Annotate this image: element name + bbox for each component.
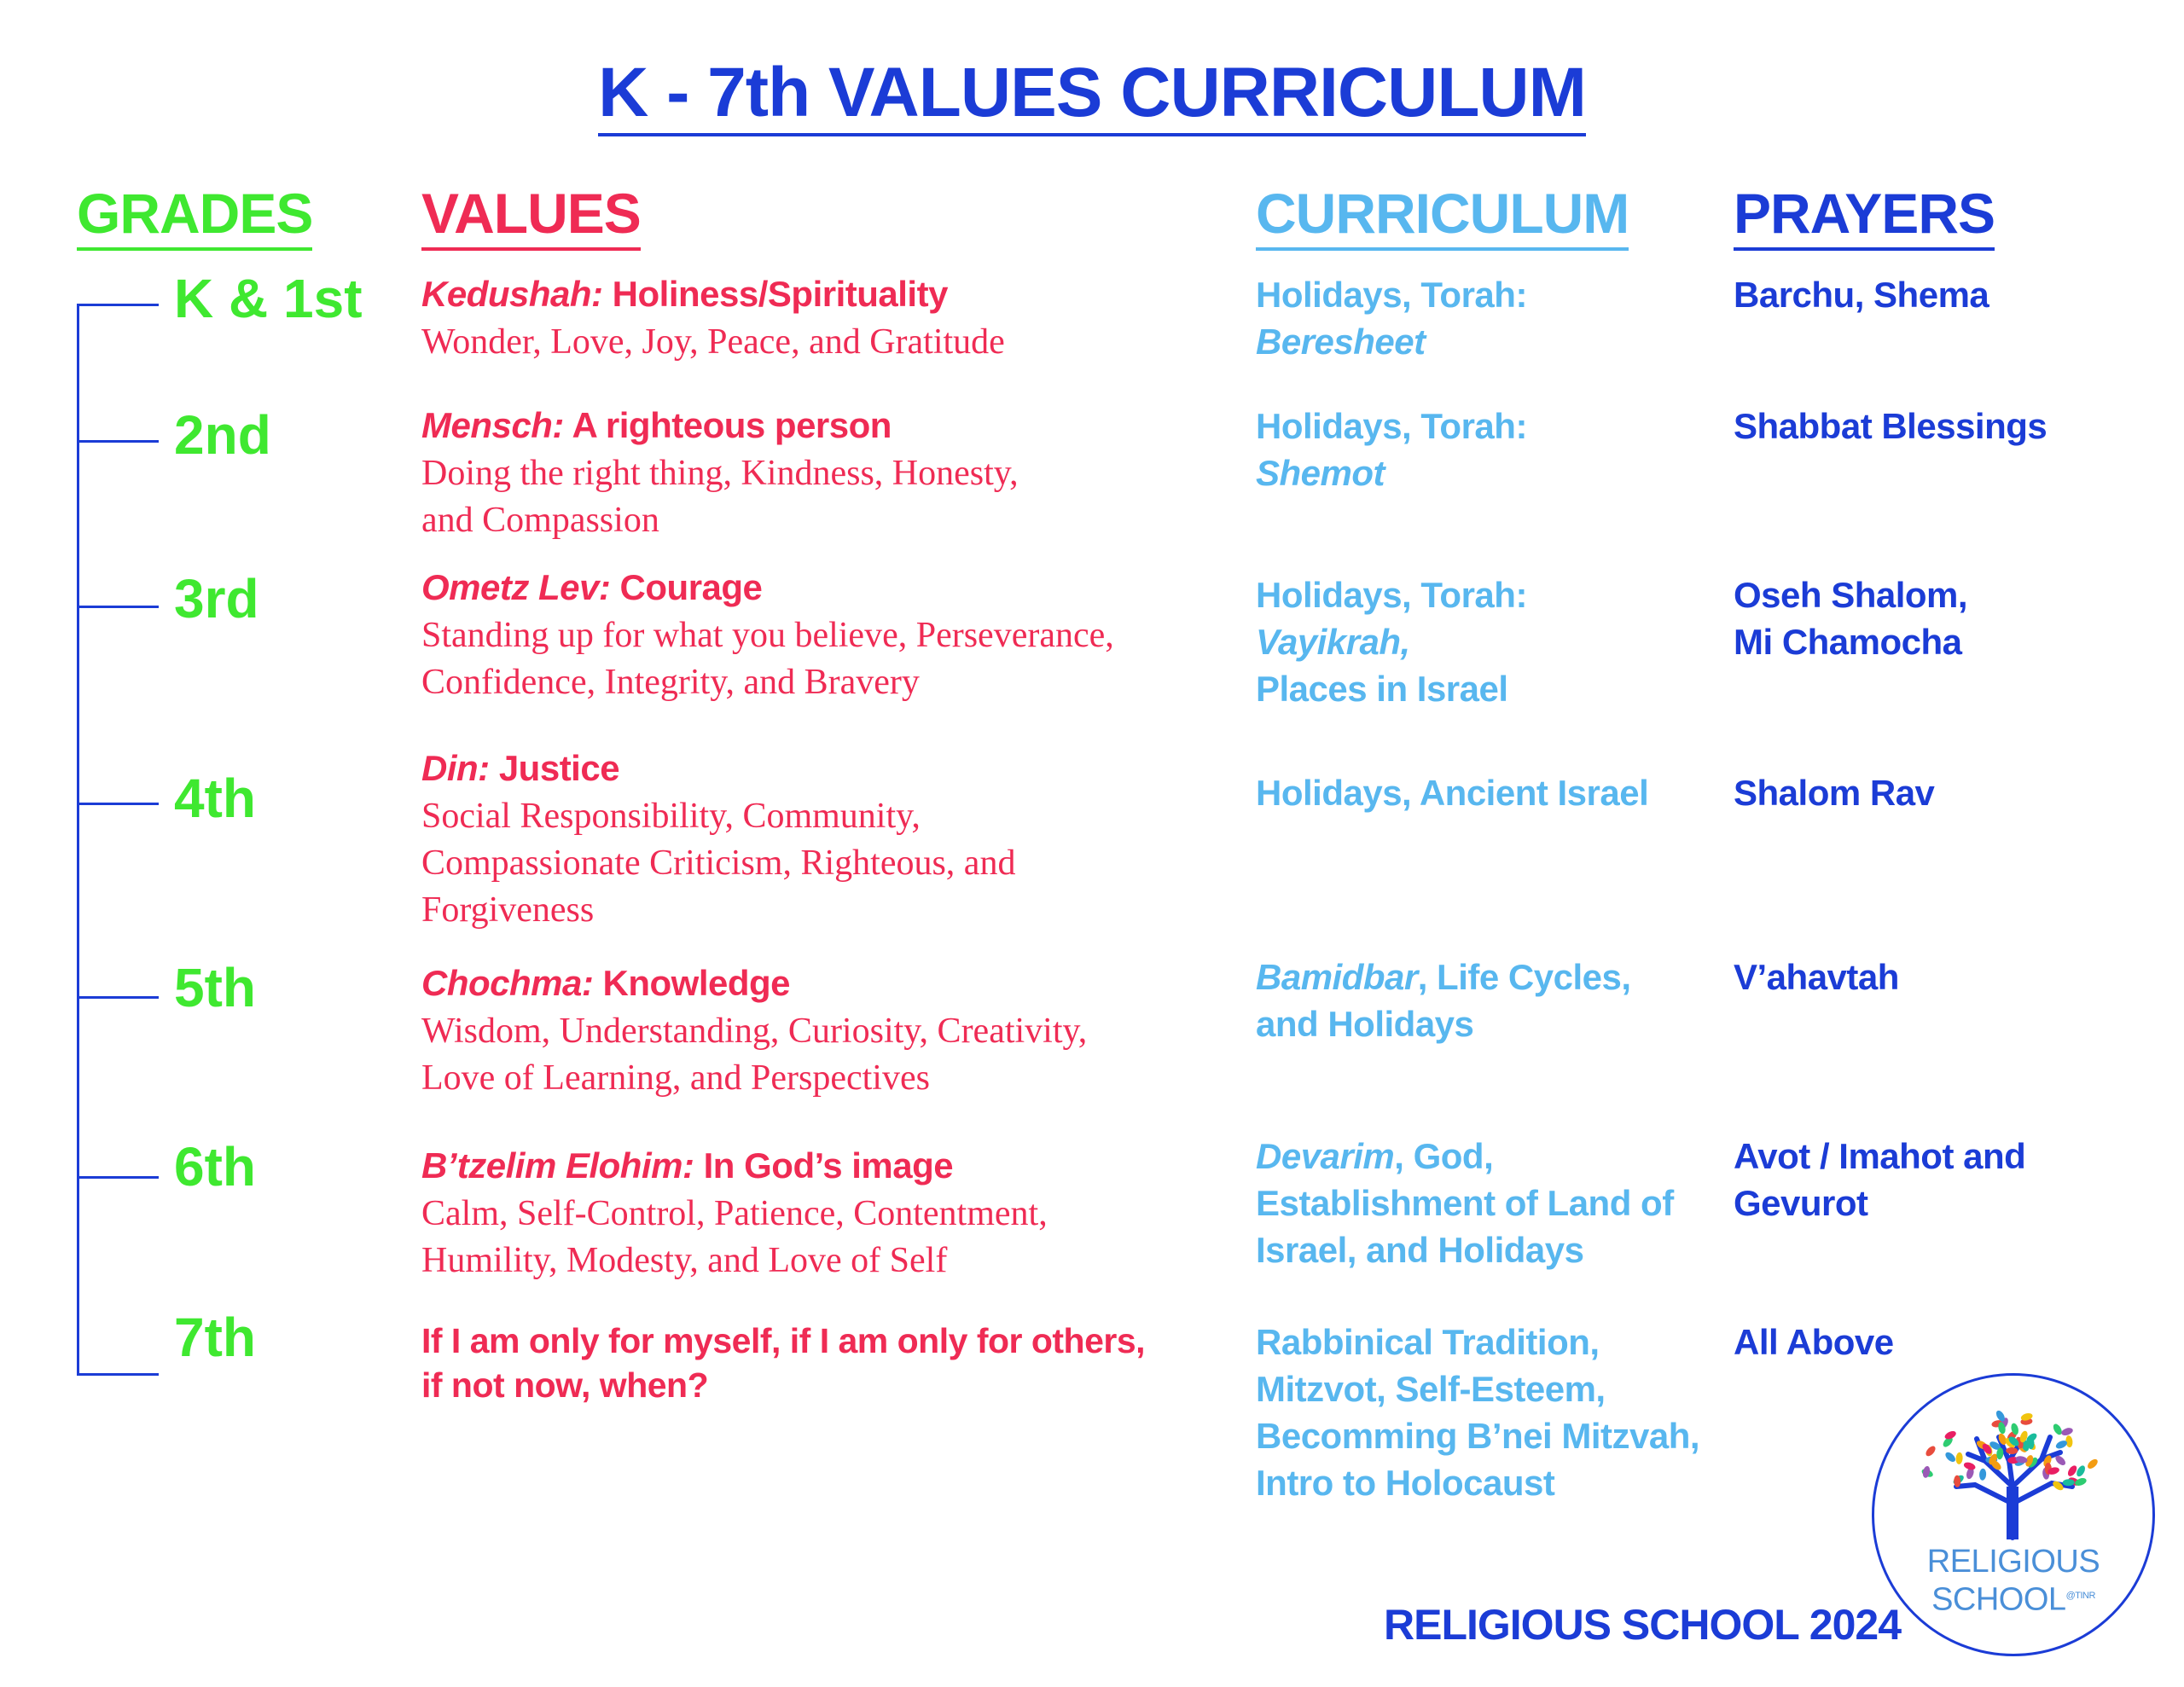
value-description-line: Forgiveness: [421, 890, 595, 930]
curriculum-line: [1256, 403, 1716, 449]
curriculum-block: [1256, 403, 1716, 496]
curriculum-text: Bamidbar: [1256, 957, 1418, 997]
curriculum-line: [1256, 1180, 1716, 1226]
value-description-line: Love of Learning, and Perspectives: [421, 1058, 930, 1098]
value-description-line: Standing up for what you believe, Perseverance,: [421, 616, 1114, 655]
grade-bracket-line: [77, 304, 79, 1375]
curriculum-text: and Holidays: [1256, 1004, 1474, 1044]
tree-leaf: [2075, 1464, 2087, 1478]
tree-leaf: [2066, 1464, 2078, 1478]
grade-label: 6th: [174, 1136, 256, 1197]
value-meaning: Holiness/Spirituality: [602, 274, 948, 314]
tree-leaf: [2060, 1427, 2074, 1437]
grade-label: 3rd: [174, 568, 259, 629]
value-title: [421, 565, 1215, 611]
curriculum-text: Israel, and Holidays: [1256, 1230, 1584, 1270]
value-term: Kedushah:: [421, 274, 603, 314]
value-block: [421, 403, 1215, 544]
value-block: [421, 271, 1215, 366]
value-title: [421, 1143, 1215, 1189]
value-description: [421, 793, 1215, 934]
value-term: Din:: [421, 748, 490, 788]
value-description-line: Compassionate Criticism, Righteous, and: [421, 844, 1016, 883]
grade-tick: [77, 1373, 159, 1376]
curriculum-line: [1256, 618, 1716, 665]
grade-label: 7th: [174, 1307, 256, 1368]
value-description-line: Confidence, Integrity, and Bravery: [421, 663, 920, 702]
curriculum-text: Holidays, Torah:: [1256, 406, 1527, 446]
curriculum-text: Devarim: [1256, 1136, 1395, 1176]
value-title: [421, 271, 1215, 317]
curriculum-line: [1256, 571, 1716, 618]
curriculum-text: Rabbinical Tradition,: [1256, 1322, 1600, 1362]
curriculum-text: Holidays, Ancient Israel: [1256, 773, 1649, 813]
value-description-line: Humility, Modesty, and Love of Self: [421, 1241, 948, 1280]
prayer-line: V’ahavtah: [1734, 957, 1899, 997]
header-prayers: PRAYERS: [1734, 181, 1995, 251]
value-title: [421, 403, 1215, 449]
grade-label: 4th: [174, 768, 256, 829]
tree-leaf: [1924, 1445, 1937, 1458]
grade-tick: [77, 606, 159, 608]
value-meaning: Knowledge: [593, 963, 791, 1003]
value-description-line: Social Responsibility, Community,: [421, 797, 921, 836]
prayer-line: Oseh Shalom,: [1734, 575, 1968, 615]
prayer-line: Avot / Imahot and: [1734, 1136, 2026, 1176]
curriculum-text: Beresheet: [1256, 322, 1426, 362]
grade-tick: [77, 304, 159, 306]
prayer-line: Shalom Rav: [1734, 773, 1935, 813]
tree-trunk: [2007, 1487, 2018, 1539]
curriculum-line: [1256, 271, 1716, 318]
curriculum-text: Becomming B’nei Mitzvah,: [1256, 1416, 1700, 1456]
value-term: Chochma:: [421, 963, 594, 1003]
value-description-line: and Compassion: [421, 501, 659, 540]
prayers-block: [1734, 1133, 2160, 1226]
curriculum-text: Establishment of Land of: [1256, 1183, 1674, 1223]
value-description-line: Wisdom, Understanding, Curiosity, Creativity,: [421, 1012, 1088, 1051]
curriculum-text-rest: , God,: [1394, 1136, 1494, 1176]
value-block: [421, 1143, 1215, 1284]
curriculum-block: [1256, 769, 1716, 816]
curriculum-line: [1256, 1412, 1716, 1459]
prayers-block: [1734, 571, 2160, 665]
value-quote-line: if not now, when?: [421, 1365, 709, 1405]
curriculum-text: Vayikrah,: [1256, 622, 1410, 662]
grade-tick: [77, 440, 159, 443]
curriculum-text-rest: , Life Cycles,: [1417, 957, 1631, 997]
value-block: [421, 960, 1215, 1102]
value-description: [421, 1008, 1215, 1102]
curriculum-line: [1256, 954, 1716, 1000]
value-meaning: A righteous person: [563, 405, 892, 445]
value-meaning: Justice: [489, 748, 620, 788]
curriculum-line: [1256, 1133, 1716, 1180]
header-grades: GRADES: [77, 181, 312, 251]
value-term: Mensch:: [421, 405, 564, 445]
value-meaning: In God’s image: [694, 1145, 954, 1186]
value-block: [421, 565, 1215, 706]
grade-tick: [77, 803, 159, 805]
curriculum-line: [1256, 449, 1716, 496]
curriculum-block: [1256, 954, 1716, 1047]
curriculum-line: [1256, 318, 1716, 365]
logo-text-line1: RELIGIOUS: [1926, 1544, 2100, 1580]
curriculum-line: [1256, 1226, 1716, 1273]
value-title: [421, 745, 1215, 791]
tree-leaf: [1943, 1451, 1957, 1464]
curriculum-text: Places in Israel: [1256, 669, 1508, 709]
header-curriculum: CURRICULUM: [1256, 181, 1629, 251]
value-description-line: Doing the right thing, Kindness, Honesty,: [421, 454, 1019, 493]
curriculum-text: Shemot: [1256, 453, 1385, 493]
value-title: [421, 960, 1215, 1006]
prayer-line: Barchu, Shema: [1734, 275, 1989, 315]
curriculum-line: [1256, 665, 1716, 712]
value-meaning: Courage: [610, 567, 763, 607]
curriculum-line: [1256, 1459, 1716, 1506]
tree-leaf: [2052, 1423, 2064, 1436]
curriculum-block: [1256, 571, 1716, 712]
value-block: [421, 745, 1215, 934]
prayer-line: Gevurot: [1734, 1183, 1868, 1223]
value-description: [421, 1191, 1215, 1284]
prayer-line: All Above: [1734, 1322, 1894, 1362]
value-term: B’tzelim Elohim:: [421, 1145, 694, 1186]
grade-tick: [77, 996, 159, 999]
prayers-block: [1734, 403, 2160, 449]
value-description-line: Calm, Self-Control, Patience, Contentment,: [421, 1194, 1048, 1233]
header-values: VALUES: [421, 181, 641, 251]
grade-tick: [77, 1176, 159, 1179]
tree-leaf: [1979, 1469, 1987, 1481]
tree-leaf: [2086, 1458, 2100, 1470]
curriculum-line: [1256, 1000, 1716, 1047]
curriculum-text: Holidays, Torah:: [1256, 575, 1527, 615]
curriculum-line: [1256, 1365, 1716, 1412]
curriculum-line: [1256, 1319, 1716, 1365]
curriculum-text: Mitzvot, Self-Esteem,: [1256, 1369, 1606, 1409]
footer-text: RELIGIOUS SCHOOL 2024: [1384, 1601, 1902, 1649]
logo-text-line2: $SCHOOL^{@TINR}$: [1931, 1581, 2095, 1618]
curriculum-block: [1256, 1133, 1716, 1273]
prayers-block: [1734, 954, 2160, 1000]
prayers-block: [1734, 769, 2160, 816]
value-description-line: Wonder, Love, Joy, Peace, and Gratitude: [421, 322, 1005, 362]
religious-school-logo: [1872, 1373, 2155, 1656]
value-description: [421, 450, 1215, 544]
curriculum-text: Intro to Holocaust: [1256, 1463, 1555, 1503]
prayers-block: [1734, 1319, 2160, 1365]
value-description: [421, 612, 1215, 706]
curriculum-line: [1256, 769, 1716, 816]
curriculum-text: Holidays, Torah:: [1256, 275, 1527, 315]
prayers-block: [1734, 271, 2160, 318]
grade-label: K & 1st: [174, 268, 363, 329]
grade-label: 2nd: [174, 404, 271, 466]
prayer-line: Shabbat Blessings: [1734, 406, 2048, 446]
value-term: Ometz Lev:: [421, 567, 611, 607]
tree-leaf: [1955, 1452, 1963, 1465]
curriculum-block: [1256, 271, 1716, 365]
value-block: [421, 1319, 1215, 1407]
value-description: [421, 319, 1215, 366]
prayer-line: Mi Chamocha: [1734, 622, 1962, 662]
value-quote-line: If I am only for myself, if I am only for others,: [421, 1321, 1146, 1360]
page-title: K - 7th VALUES CURRICULUM: [0, 53, 2184, 133]
curriculum-block: [1256, 1319, 1716, 1506]
grade-label: 5th: [174, 957, 256, 1018]
